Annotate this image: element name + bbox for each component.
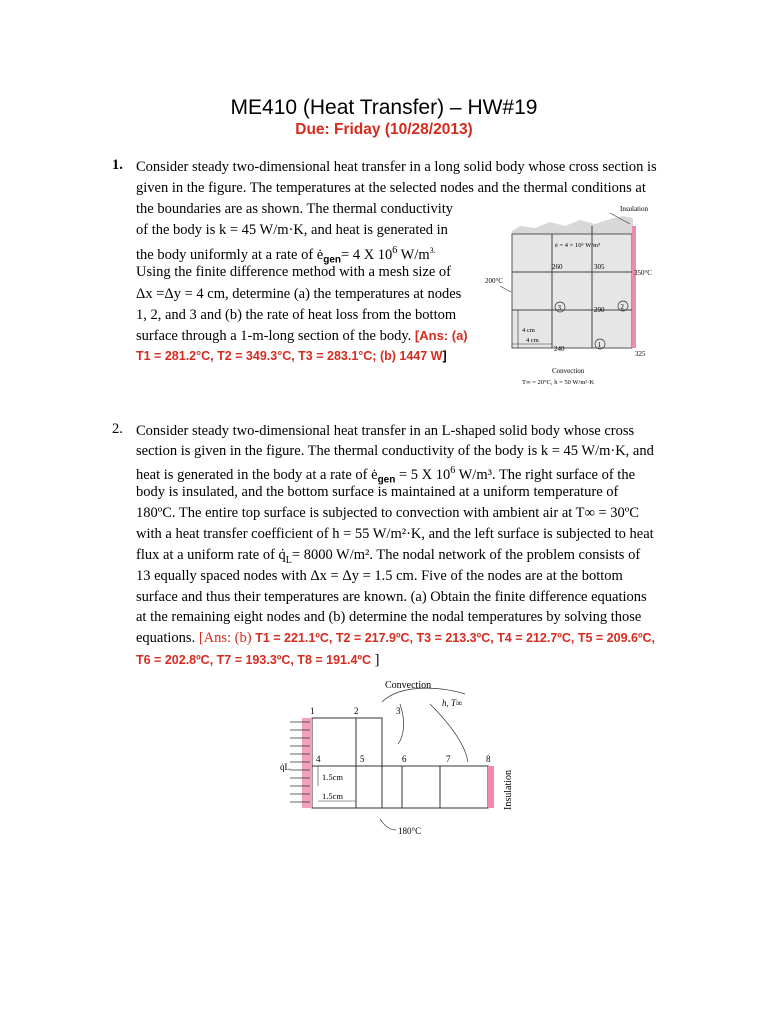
label-node-8: 8 — [486, 754, 491, 764]
problem1-line: 1, 2, and 3 and (b) the rate of heat loss from the bottom — [136, 307, 457, 323]
label-node-1: 1 — [597, 341, 601, 349]
heat-flux-band — [302, 718, 312, 808]
label-dx: 1.5cm — [322, 791, 344, 801]
problem2-line: surface and thus their temperatures are known. (a) Obtain the finite difference equations — [136, 589, 647, 605]
label-heat-flux: q̇L — [280, 762, 290, 772]
due-date: Due: Friday (10/28/2013) — [295, 121, 473, 138]
label-dy: 1.5cm — [322, 772, 344, 782]
problem1-line: Δx =Δy = 4 cm, determine (a) the temperatures at nodes — [136, 286, 462, 302]
label-h-tinf: h, T∞ — [442, 698, 463, 708]
label-egen: ė = 4 × 10⁶ W/m³ — [555, 242, 601, 249]
problem2-line: with a heat transfer coefficient of h = 55 W/m²·K, and the left surface is subjected to heat — [136, 526, 654, 542]
figure-1-node-grid — [480, 196, 675, 396]
label-convection-conditions: T∞ = 20°C, h = 50 W/m²·K — [522, 379, 595, 386]
problem1-line: Consider steady two-dimensional heat transfer in a long solid body whose cross section is — [136, 159, 657, 175]
problem2-line: body is insulated, and the bottom surface is maintained at a uniform temperature of — [136, 484, 619, 500]
label-node-7: 7 — [446, 754, 451, 764]
label-node-2: 2 — [354, 706, 359, 716]
label-node-6: 6 — [402, 754, 407, 764]
label-node-4: 4 — [316, 754, 321, 764]
label-dy: 4 cm — [522, 327, 535, 334]
problem2-line-generation: heat is generated in the body at a rate of $ė_{gen} = 5$ X $10^6$ W/m³. The right surface of the — [136, 465, 636, 486]
label-insulation: Insulation — [503, 770, 514, 810]
bottom-temp-leader — [380, 819, 396, 830]
problem2-number: 2. — [112, 421, 123, 437]
problem2-line-last: equations. [Ans: (b) T1 = 221.1ºC, T2 = 217.9ºC, T3 = 213.3ºC, T4 = 212.7ºC, T5 = 209.6ºC, — [136, 630, 656, 646]
label-node-5: 5 — [360, 754, 365, 764]
label-temp-290: 290 — [594, 306, 605, 314]
problem1-line: given in the figure. The temperatures at the selected nodes and the thermal conditions at — [136, 180, 646, 196]
label-temp-240: 240 — [554, 345, 565, 353]
problem2-line: 180ºC. The entire top surface is subjected to convection with ambient air at T∞ = 30ºC — [136, 505, 639, 521]
label-bottom-temp: 180°C — [398, 826, 422, 836]
problem1-line: Using the finite difference method with a mesh size of — [136, 264, 452, 280]
page-title: ME410 (Heat Transfer) – HW#19 — [230, 96, 538, 119]
label-insulation: Insulation — [620, 205, 648, 213]
label-dx: 4 cm — [526, 337, 539, 344]
label-temp-260: 260 — [552, 263, 563, 271]
problem2-line: at the remaining eight nodes and (b) determine the nodal temperatures by solving those — [136, 609, 642, 625]
temp-200-leader — [500, 286, 511, 292]
problem2-line: Consider steady two-dimensional heat transfer in an L-shaped solid body whose cross — [136, 423, 635, 439]
problem1-line-generation: the body uniformly at a rate of $ė_{gen}= 4$ X $10^6$ $W/m^{3.}$ — [136, 245, 436, 266]
wavy-top-edge — [512, 216, 633, 234]
label-temp-350: 350°C — [634, 269, 652, 277]
label-node-2: 2 — [620, 303, 624, 311]
problem1-line: the boundaries are as shown. The thermal conductivity — [136, 201, 454, 217]
label-node-3: 3 — [396, 706, 401, 716]
problem1-line-last: surface through a 1-m-long section of the body. [Ans: (a) — [136, 328, 468, 344]
label-node-1: 1 — [310, 706, 315, 716]
label-convection: Convection — [385, 680, 432, 691]
problem1-answer: T1 = 281.2°C, T2 = 349.3°C, T3 = 283.1°C; (b) 1447 W] — [136, 349, 447, 363]
problem2-line: 13 equally spaced nodes with Δx = Δy = 1.5 cm. Five of the nodes are at the bottom — [136, 568, 623, 584]
problem2-answer: T6 = 202.8ºC, T7 = 193.3ºC, T8 = 191.4ºC ] — [136, 652, 380, 668]
figure-2-l-shaped-body — [280, 674, 530, 848]
label-temp-305: 305 — [594, 263, 605, 271]
problem2-line: section is given in the figure. The thermal conductivity of the body is k = 45 W/m·K, and — [136, 443, 654, 459]
label-convection: Convection — [552, 367, 585, 375]
problem1-line: of the body is k = 45 W/m·K, and heat is generated in — [136, 222, 448, 238]
label-node-3: 3 — [557, 304, 561, 312]
label-temp-325: 325 — [635, 350, 646, 358]
insulation-strip — [632, 226, 636, 348]
problem1-number: 1. — [112, 157, 123, 173]
label-temp-200: 200°C — [485, 277, 503, 285]
insulation-strip — [488, 766, 494, 808]
problem2-line-flux: flux at a uniform rate of $q̇_L= 8000$ W/m². The nodal network of the problem consists of — [136, 547, 641, 566]
